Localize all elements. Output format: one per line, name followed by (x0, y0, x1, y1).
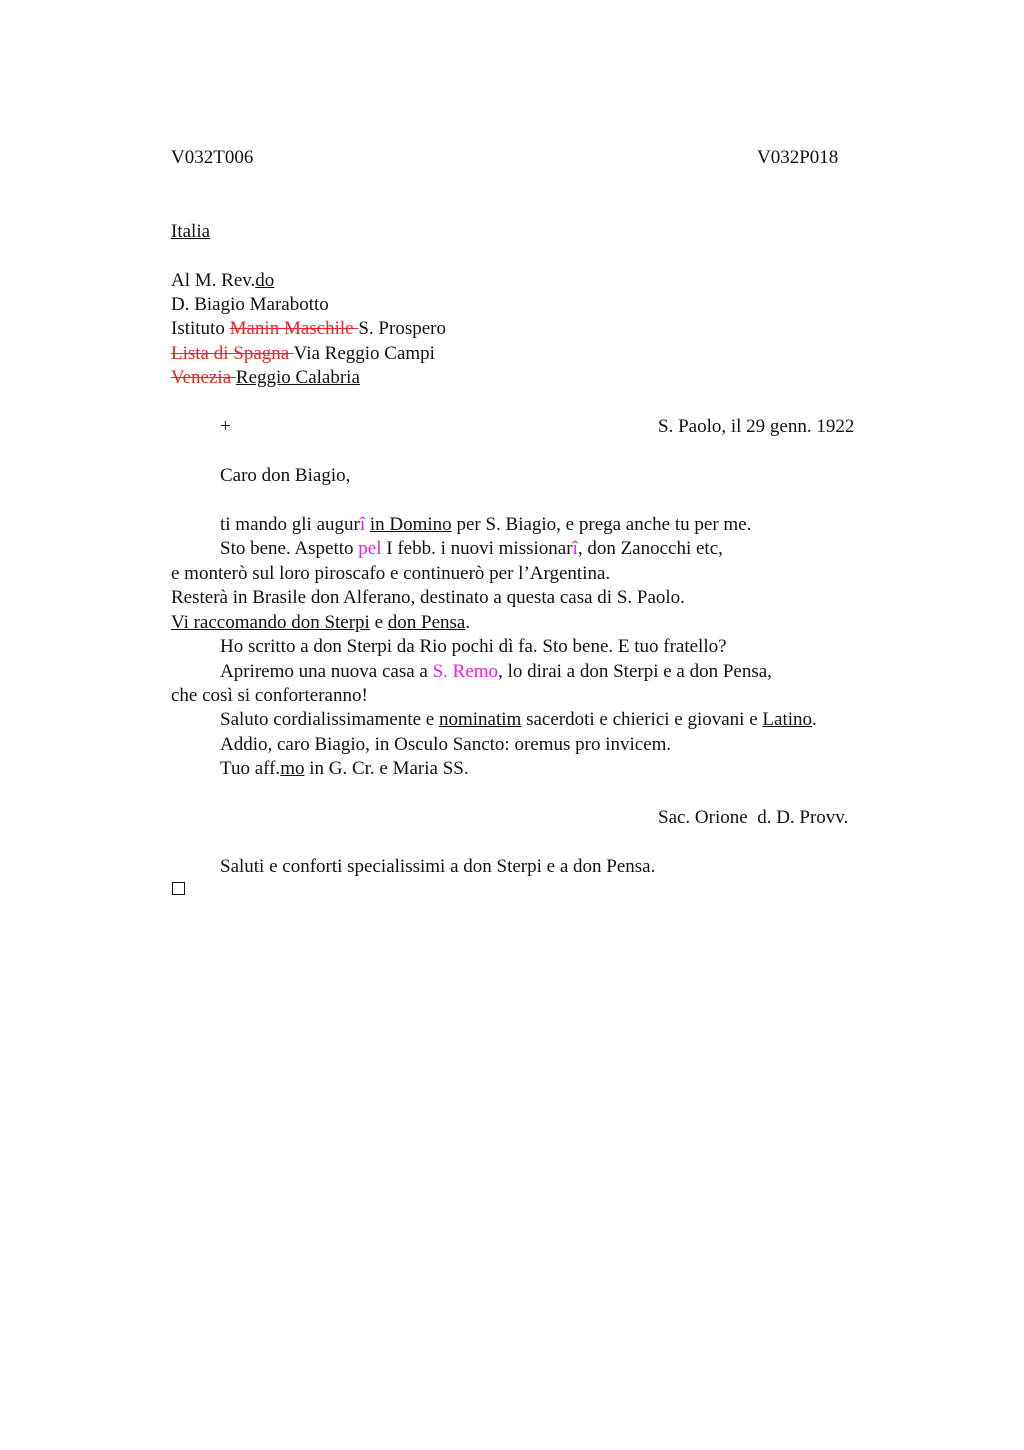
text-run-highlight: î (359, 514, 366, 535)
text-run: I febb. i nuovi missionar (381, 538, 573, 559)
address-line-1-prefix: Al M. Rev. (171, 270, 256, 291)
text-run: in G. Cr. e Maria SS. (304, 758, 469, 779)
body-line-9 (220, 708, 817, 732)
address-country: Italia (171, 221, 211, 242)
body-line-6: Ho scritto a don Sterpi da Rio pochi dì fa. Sto bene. E tuo fratello? (220, 636, 727, 657)
address-line-5-deleted: Venezia (171, 367, 236, 388)
address-line-3-rest: S. Prospero (358, 318, 446, 339)
address-line-4 (171, 342, 435, 366)
text-run-highlight: î (572, 538, 578, 559)
text-run: sacerdoti e chierici e giovani e (521, 709, 763, 730)
text-run: . (812, 709, 817, 730)
address-line-2: D. Biagio Marabotto (171, 294, 329, 315)
end-box-icon (172, 882, 185, 895)
text-run: ti mando gli augur (220, 514, 360, 535)
address-line-3 (171, 317, 446, 341)
body-line-5 (171, 611, 470, 635)
text-run: , lo dirai a don Sterpi e a don Pensa, (498, 661, 772, 682)
body-line-8: che così si conforteranno! (171, 685, 368, 706)
place-date: S. Paolo, il 29 genn. 1922 (658, 416, 855, 437)
text-run: , don Zanocchi etc, (577, 538, 723, 559)
document-code-right: V032P018 (757, 147, 839, 168)
document-code-left: V032T006 (171, 147, 254, 168)
body-line-4: Resterà in Brasile don Alferano, destinato a questa casa di S. Paolo. (171, 587, 685, 608)
text-run-highlight: pel (358, 538, 382, 559)
text-run-underlined: in Domino (369, 514, 452, 535)
address-line-4-rest: Via Reggio Campi (293, 343, 435, 364)
address-line-3-deleted: Manin Maschile (229, 318, 359, 339)
text-run: e (369, 612, 388, 633)
body-line-3: e monterò sul loro piroscafo e continuerò per l’Argentina. (171, 563, 611, 584)
body-line-7 (220, 660, 772, 684)
salutation: Caro don Biagio, (220, 465, 351, 486)
cross-mark: + (220, 416, 231, 437)
body-line-2 (220, 537, 723, 561)
address-line-1 (171, 269, 274, 293)
address-line-1-suffix: do (255, 270, 275, 291)
signature: Sac. Orione d. D. Provv. (658, 807, 849, 828)
text-run-underlined: don Pensa (387, 612, 466, 633)
address-line-5 (171, 366, 360, 390)
body-line-11 (220, 757, 469, 781)
body-line-1 (220, 513, 751, 537)
address-line-3-prefix: Istituto (171, 318, 230, 339)
text-run: Saluto cordialissimamente e (220, 709, 439, 730)
text-run-underlined: mo (280, 758, 305, 779)
text-run-underlined: Vi raccomando don Sterpi (171, 612, 370, 633)
body-line-10: Addio, caro Biagio, in Osculo Sancto: oremus pro invicem. (220, 734, 672, 755)
text-run-underlined: nominatim (438, 709, 522, 730)
text-run-highlight: S. Remo (432, 661, 499, 682)
address-line-4-deleted: Lista di Spagna (171, 343, 294, 364)
text-run: . (465, 612, 471, 633)
text-run: Apriremo una nuova casa a (220, 661, 433, 682)
postscript: Saluti e conforti specialissimi a don Sterpi e a don Pensa. (220, 856, 656, 877)
text-run: Sto bene. Aspetto (220, 538, 359, 559)
text-run-underlined: Latino (762, 709, 813, 730)
text-run: Tuo aff. (220, 758, 281, 779)
text-run: per S. Biagio, e prega anche tu per me. (451, 514, 752, 535)
address-line-5-rest: Reggio Calabria (235, 367, 360, 388)
